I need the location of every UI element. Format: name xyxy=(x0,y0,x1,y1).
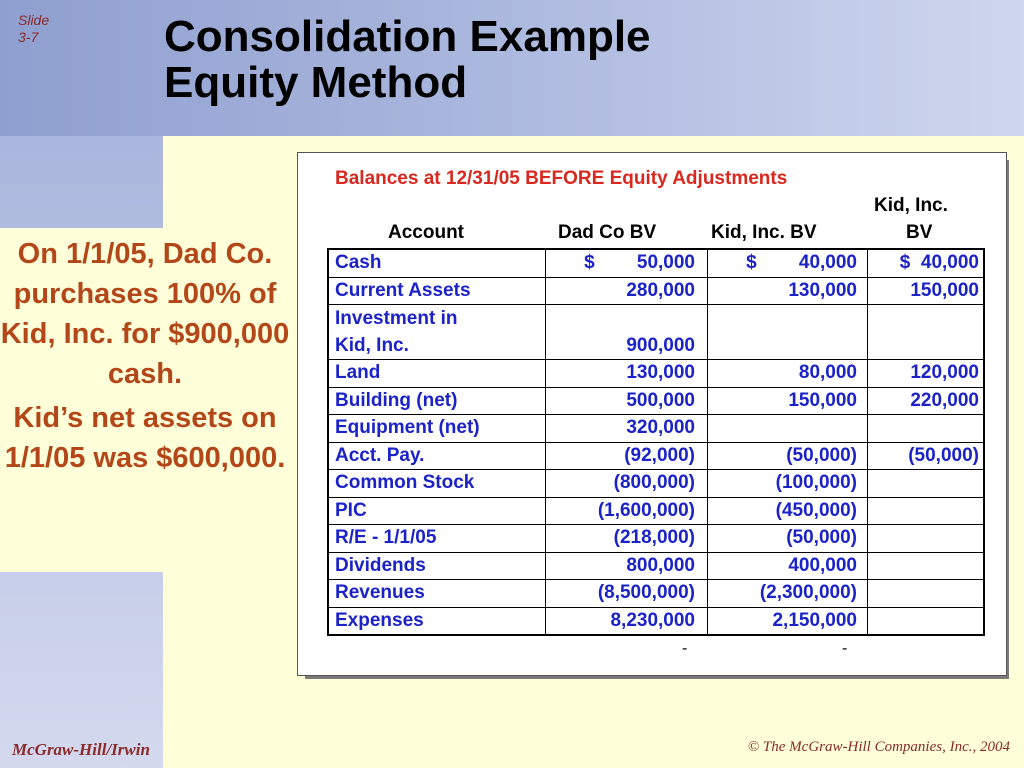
header-kid-top: Kid, Inc. xyxy=(874,195,948,216)
kid-cell: 150,000 xyxy=(868,277,985,305)
page-title xyxy=(164,14,651,106)
kid-bv-cell: 150,000 xyxy=(708,387,868,415)
account-cell: Revenues xyxy=(328,580,546,608)
account-cell xyxy=(328,305,546,360)
dad-bv-cell: (8,500,000) xyxy=(546,580,708,608)
table-row xyxy=(328,442,984,470)
account-cell: Land xyxy=(328,360,546,388)
table-row xyxy=(328,607,984,635)
kid-cell xyxy=(868,305,985,360)
slide-number xyxy=(18,12,49,46)
dad-bv-cell: 280,000 xyxy=(546,277,708,305)
account-cell: Current Assets xyxy=(328,277,546,305)
kid-cell xyxy=(868,580,985,608)
kid-cell xyxy=(868,470,985,498)
table-title: Balances at 12/31/05 BEFORE Equity Adjustments xyxy=(335,168,788,189)
kid-bv-cell: (450,000) xyxy=(708,497,868,525)
kid-bv-cell: 400,000 xyxy=(708,552,868,580)
table-row xyxy=(328,360,984,388)
table-row xyxy=(328,497,984,525)
kid-cell xyxy=(868,552,985,580)
account-cell: Acct. Pay. xyxy=(328,442,546,470)
kid-bv-cell xyxy=(708,305,868,360)
kid-cell: 120,000 xyxy=(868,360,985,388)
dad-bv-cell: (218,000) xyxy=(546,525,708,553)
kid-bv-cell: (100,000) xyxy=(708,470,868,498)
callout-box xyxy=(0,228,290,572)
header-dad-bv: Dad Co BV xyxy=(558,222,657,243)
kid-bv-cell: $ 40,000 xyxy=(708,249,868,277)
dad-bv-cell: 800,000 xyxy=(546,552,708,580)
account-cell: Expenses xyxy=(328,607,546,635)
table-row xyxy=(328,415,984,443)
kid-bv-cell: (2,300,000) xyxy=(708,580,868,608)
account-cell: Building (net) xyxy=(328,387,546,415)
dad-bv-cell: (800,000) xyxy=(546,470,708,498)
dad-bv-cell: (1,600,000) xyxy=(546,497,708,525)
kid-cell xyxy=(868,607,985,635)
callout-paragraph-1: On 1/1/05, Dad Co. purchases 100% of Kid, Inc. for $900,000 cash. xyxy=(0,238,290,390)
footer-publisher: McGraw-Hill/Irwin xyxy=(12,740,150,759)
slide-number-value: 3-7 xyxy=(18,29,39,45)
header-kid-bv: Kid, Inc. BV xyxy=(711,222,817,243)
table-row xyxy=(328,525,984,553)
account-line-1: Investment in xyxy=(335,308,458,329)
table-row xyxy=(328,249,984,277)
kid-bv-cell xyxy=(708,415,868,443)
account-cell: Common Stock xyxy=(328,470,546,498)
title-line-2: Equity Method xyxy=(164,58,468,107)
table-row xyxy=(328,552,984,580)
account-cell: R/E - 1/1/05 xyxy=(328,525,546,553)
kid-bv-cell: (50,000) xyxy=(708,525,868,553)
kid-cell: (50,000) xyxy=(868,442,985,470)
title-line-1: Consolidation Example xyxy=(164,12,651,61)
table-row xyxy=(328,387,984,415)
kid-cell xyxy=(868,497,985,525)
kid-bv-cell: 2,150,000 xyxy=(708,607,868,635)
callout-paragraph-2: Kid’s net assets on 1/1/05 was $600,000. xyxy=(4,402,286,474)
account-cell: PIC xyxy=(328,497,546,525)
kid-bv-cell: 130,000 xyxy=(708,277,868,305)
account-cell: Cash xyxy=(328,249,546,277)
dad-bv-cell: 500,000 xyxy=(546,387,708,415)
header-kid-bottom: BV xyxy=(906,222,933,243)
dash-mark-dad: - xyxy=(682,640,688,657)
dad-bv-cell: 130,000 xyxy=(546,360,708,388)
kid-cell xyxy=(868,525,985,553)
kid-bv-cell: (50,000) xyxy=(708,442,868,470)
dad-bv-cell: 320,000 xyxy=(546,415,708,443)
table-row xyxy=(328,470,984,498)
header-account: Account xyxy=(388,222,464,243)
dash-mark-kid: - xyxy=(842,640,848,657)
kid-cell: $ 40,000 xyxy=(868,249,985,277)
account-cell: Equipment (net) xyxy=(328,415,546,443)
slide-label: Slide xyxy=(18,12,50,28)
balance-table xyxy=(327,248,985,636)
footer-copyright: © The McGraw-Hill Companies, Inc., 2004 xyxy=(747,739,1010,755)
dad-bv-cell: $ 50,000 xyxy=(546,249,708,277)
table-row xyxy=(328,305,984,360)
dad-bv-cell: 900,000 xyxy=(546,305,708,360)
account-cell: Dividends xyxy=(328,552,546,580)
table-row xyxy=(328,277,984,305)
kid-cell xyxy=(868,415,985,443)
account-line-2: Kid, Inc. xyxy=(335,335,409,356)
kid-cell: 220,000 xyxy=(868,387,985,415)
dad-bv-cell: 8,230,000 xyxy=(546,607,708,635)
dad-bv-cell: (92,000) xyxy=(546,442,708,470)
table-row xyxy=(328,580,984,608)
kid-bv-cell: 80,000 xyxy=(708,360,868,388)
